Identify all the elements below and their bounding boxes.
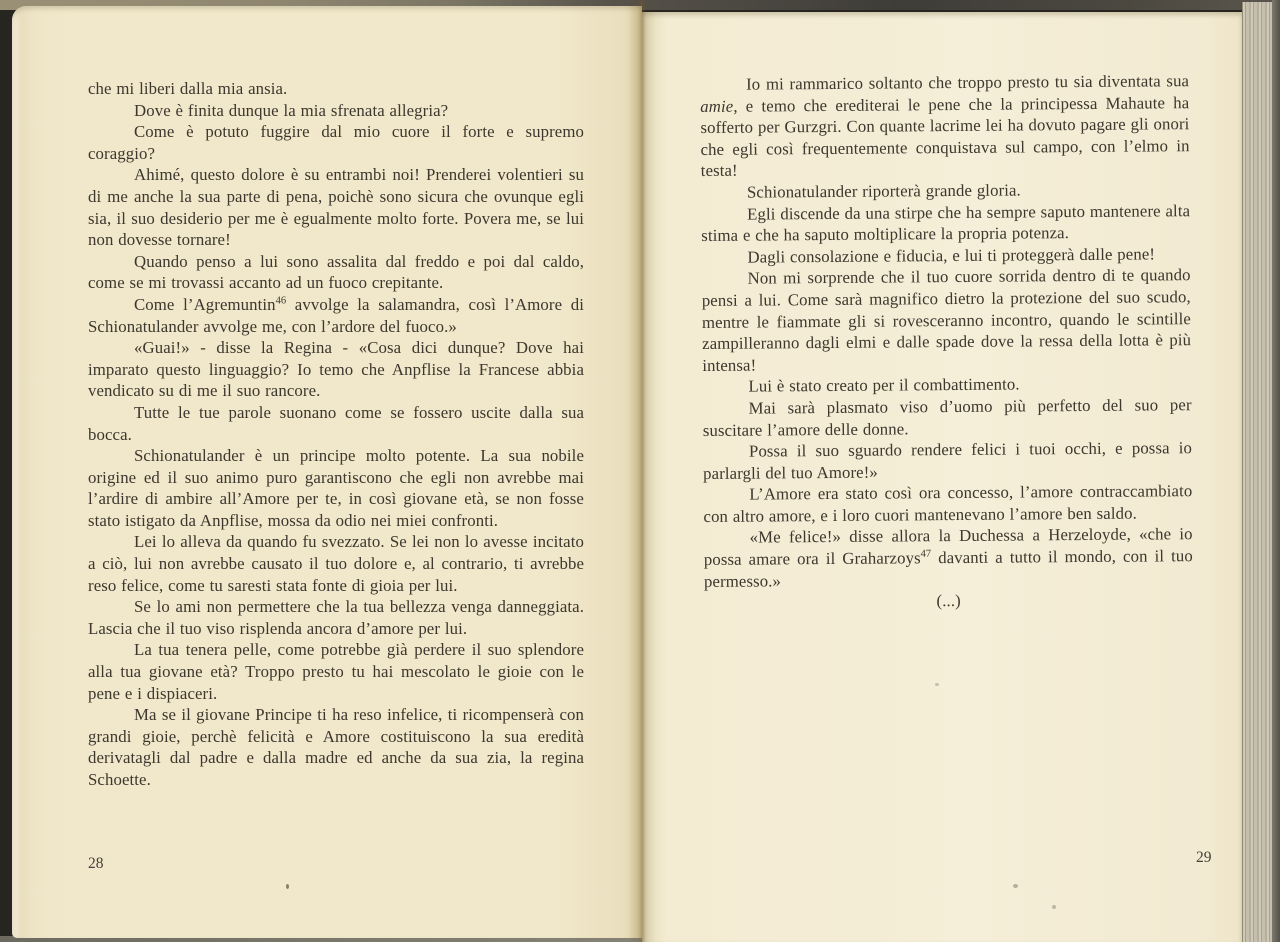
fore-edge-shadow xyxy=(1272,0,1280,942)
paragraph: Lui è stato creato per il combattimento. xyxy=(748,374,1020,396)
paragraph: Egli discende da una stirpe che ha sempre saputo mantenere alta stima e che ha saputo moltiplicare la propria potenza. xyxy=(701,200,1191,246)
paragraph: Come è potuto fuggire dal mio cuore il forte e supremo coraggio? xyxy=(88,122,584,163)
scan-speck xyxy=(1052,905,1056,909)
paragraph: «Guai!» - disse la Regina - «Cosa dici dunque? Dove hai imparato questo linguaggio? Io temo che Anpflise la Francese abbia vendicato su di me il suo rancore. xyxy=(88,338,584,401)
page-number-left: 28 xyxy=(88,855,104,872)
paragraph: Schionatulander riporterà grande gloria. xyxy=(746,180,1021,202)
paragraph: Schionatulander è un principe molto potente. La sua nobile origine ed il suo animo puro garantiscono che egli non avrebbe mai l’ardire di ambire all’Amore per te, in così giovane età, se non fosse stato istigato da Anpflise, mossa da odio nei miei confronti. xyxy=(88,446,584,530)
paragraph: L’Amore era stato così ora concesso, l’amore contraccambiato con altro amore, e i loro cuori mantenevano l’amore ben saldo. xyxy=(703,481,1193,526)
paragraph: Possa il suo sguardo rendere felici i tuoi occhi, e possa io parlargli del tuo Amore!» xyxy=(703,438,1193,483)
scan-speck xyxy=(935,683,939,686)
paragraph: Ahimé, questo dolore è su entrambi noi! Prenderei volentieri su di me anche la sua parte di pena, poichè sono sicura che ovunque egli sia, il suo desiderio per me è egualmente molto forte. Povera me, se lui non dovesse tornare! xyxy=(88,165,584,250)
paragraph: Tutte le tue parole suonano come se fossero uscite dalla sua bocca. xyxy=(88,402,584,444)
paragraph: Non mi sorprende che il tuo cuore sorrida dentro di te quando pensi a lui. Come sarà magnifico dietro la protezione del suo scudo, mentre le fiammate gli si rovesceranno incontro, quando le scintille zampilleranno dagli elmi e dalle spade dove la ressa della lotta è più intensa! xyxy=(701,265,1192,375)
page-gutter xyxy=(628,0,656,942)
paragraph: Dagli consolazione e fiducia, e lui ti proteggerà dalle pene! xyxy=(747,244,1156,267)
paragraph: (...) xyxy=(936,591,961,611)
page-number-right: 29 xyxy=(1196,849,1212,866)
paragraph: Come l’Agremuntin$^{46}$ avvolge la salamandra, così l’Amore di Schionatulander avvolge me, con l’ardore del fuoco.» xyxy=(88,294,585,336)
paragraph: Quando penso a lui sono assalita dal freddo e poi dal caldo, come se mi trovassi accanto ad un fuoco crepitante. xyxy=(88,251,584,293)
scan-speck xyxy=(1013,884,1018,888)
paragraph: che mi liberi dalla mia ansia. xyxy=(88,79,288,98)
paragraph: Ma se il giovane Principe ti ha reso infelice, ti ricompenserà con grandi gioie, perchè felicità e Amore costituiscono la sua eredità derivatagli dal padre e dalla madre ed anche da sua zia, la regina Schoette. xyxy=(88,705,584,789)
paragraph: Dove è finita dunque la mia sfrenata allegria? xyxy=(134,100,449,120)
paragraph: Lei lo alleva da quando fu svezzato. Se lei non lo avesse incitato a ciò, lui non avrebbe causato il tuo dolore e, al contrario, ti avrebbe reso felice, come tu saresti stata fonte di gioia per lui. xyxy=(88,532,584,595)
page-left-text xyxy=(88,78,584,791)
paragraph: Mai sarà plasmato viso d’uomo più perfetto del suo per suscitare l’amore delle donne. xyxy=(702,395,1192,440)
paragraph: Io mi rammarico soltanto che troppo presto tu sia diventata sua amie, e temo che erediterai le pene che la principessa Mahaute ha sofferto per Gurzgri. Con quante lacrime lei ha dovuto pagare gli onori che egli così frequentemente conquistava sul campo, con l’elmo in testa! xyxy=(700,71,1190,181)
scan-speck xyxy=(286,884,289,889)
paragraph: La tua tenera pelle, come potrebbe già perdere il suo splendore alla tua giovane età? Troppo presto tu hai mescolato le gioie con le pene e i dispiaceri. xyxy=(88,640,584,703)
paragraph: «Me felice!» disse allora la Duchessa a Herzeloyde, «che io possa amare ora il Graharzoys$^{47}$ davanti a tutto il mondo, con il tuo permesso.» xyxy=(703,524,1193,591)
page-right-text xyxy=(700,70,1193,614)
paragraph: Se lo ami non permettere che la tua bellezza venga danneggiata. Lascia che il tuo viso risplenda ancora d’amore per lui. xyxy=(88,597,584,638)
